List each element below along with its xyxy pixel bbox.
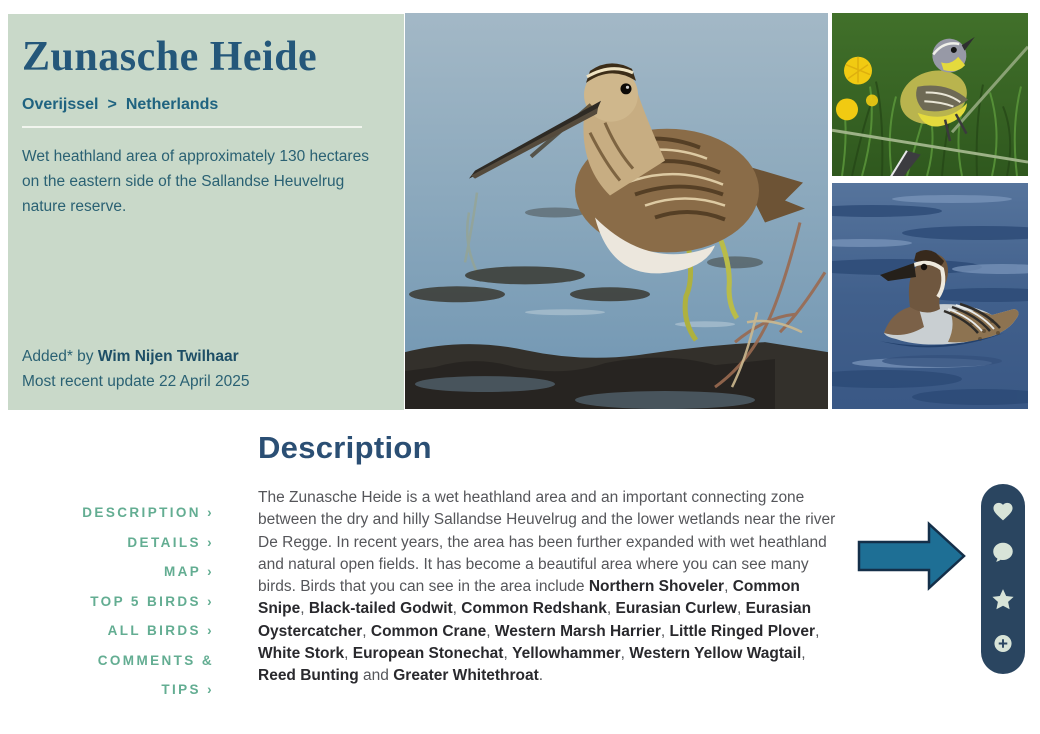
bird-species: Common Crane xyxy=(370,622,487,640)
action-toolbar xyxy=(981,484,1025,674)
page-title: Zunasche Heide xyxy=(22,34,318,80)
bird-species: Greater Whitethroat xyxy=(393,667,539,685)
photo-common-snipe[interactable] xyxy=(405,13,828,409)
breadcrumb-separator: > xyxy=(107,96,117,113)
heart-icon xyxy=(992,500,1015,521)
garganey-photo-illustration xyxy=(832,183,1028,409)
speech-bubble-icon xyxy=(990,540,1016,566)
annotation-arrow xyxy=(857,521,967,591)
rate-button[interactable] xyxy=(990,588,1016,613)
wagtail-photo-illustration xyxy=(832,13,1028,176)
bird-species: Western Marsh Harrier xyxy=(494,622,661,640)
nav-item-comments-tips[interactable]: COMMENTS & TIPS › xyxy=(97,652,214,697)
nav-item-all-birds[interactable]: ALL BIRDS › xyxy=(107,623,214,638)
meta-block xyxy=(22,344,249,394)
updated-line: Most recent update 22 April 2025 xyxy=(22,373,250,390)
location-info-panel xyxy=(8,14,404,410)
nav-item-description[interactable]: DESCRIPTION › xyxy=(82,505,214,520)
bird-species: European Stonechat xyxy=(352,645,504,663)
bird-species: Eurasian Oystercatcher xyxy=(258,600,812,640)
snipe-photo-illustration xyxy=(405,13,828,409)
plus-circle-icon xyxy=(994,634,1013,653)
nav-item-details[interactable]: DETAILS › xyxy=(127,534,214,550)
bird-species: Common Snipe xyxy=(258,578,800,618)
divider xyxy=(22,126,362,128)
bird-species: Eurasian Curlew xyxy=(615,600,737,618)
bird-species: White Stork xyxy=(258,645,345,663)
added-by-line: Added* by Wim Nijen Twilhaar xyxy=(22,348,239,365)
comment-button[interactable] xyxy=(990,540,1016,566)
section-heading: Description xyxy=(258,430,432,465)
bird-species: Black-tailed Godwit xyxy=(308,600,453,618)
bird-species: Common Redshank xyxy=(461,600,607,618)
nav-item-map[interactable]: MAP › xyxy=(163,564,214,579)
bird-species: Western Yellow Wagtail xyxy=(629,645,802,663)
add-button[interactable] xyxy=(994,634,1013,653)
added-by-name: Wim Nijen Twilhaar xyxy=(97,348,239,365)
photo-yellow-wagtail[interactable] xyxy=(832,13,1028,176)
breadcrumb-country-link[interactable]: Netherlands xyxy=(125,96,219,113)
favorite-button[interactable] xyxy=(992,500,1015,521)
photo-garganey[interactable] xyxy=(832,183,1028,409)
area-summary: Wet heathland area of approximately 130 hectares on the eastern side of the Sallandse Heuvelrug nature reserve. xyxy=(22,148,369,215)
breadcrumb xyxy=(22,96,378,114)
description-paragraph: The Zunasche Heide is a wet heathland area and an important connecting zone between the dry and hilly Sallandse Heuvelrug and the lower wetlands near the river De Regge. In recent years, the area has been further expanded with wet heathland and natural open fields. It has become a beautiful area where you can see many birds. Birds that you can see in the area include Northern Shoveler, Common Snipe, Black-tailed Godwit, Common Redshank, Eurasian Curlew, Eurasian Oystercatcher, Common Crane, Western Marsh Harrier, Little Ringed Plover, White Stork, European Stonechat, Yellowhammer, Western Yellow Wagtail, Reed Bunting and Greater Whitethroat. xyxy=(258,489,836,685)
bird-species: Yellowhammer xyxy=(512,645,621,663)
bird-species: Little Ringed Plover xyxy=(669,622,816,640)
nav-item-top-5-birds[interactable]: TOP 5 BIRDS › xyxy=(90,593,214,609)
bird-species: Northern Shoveler xyxy=(588,578,725,596)
star-icon xyxy=(990,588,1016,613)
section-nav xyxy=(0,498,214,705)
bird-species: Reed Bunting xyxy=(258,667,359,685)
breadcrumb-region-link[interactable]: Overijssel xyxy=(22,96,99,113)
